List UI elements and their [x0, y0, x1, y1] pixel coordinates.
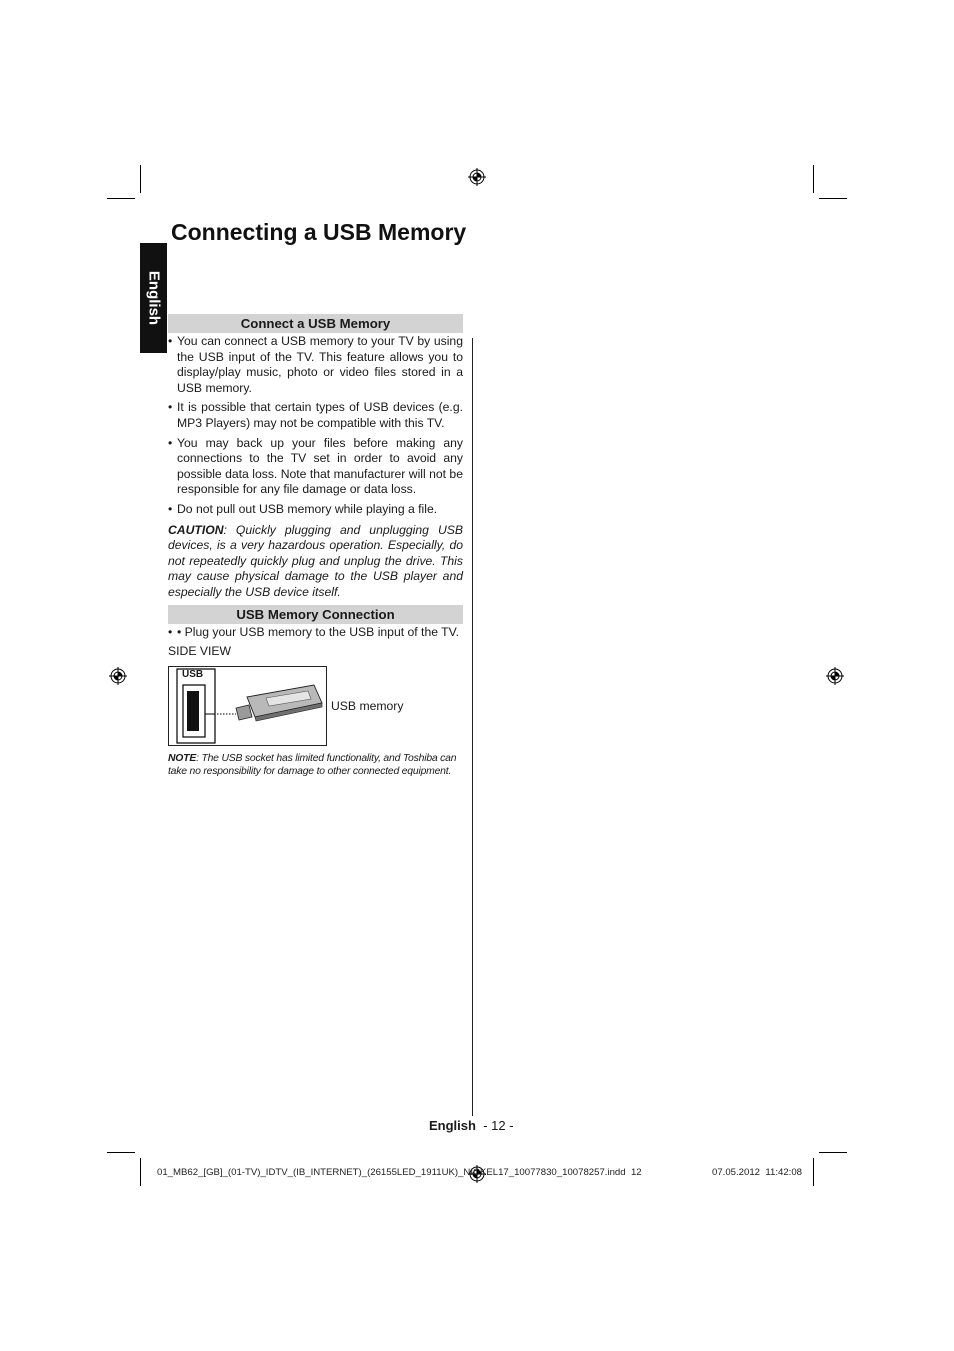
crop-mark-top-right-v [813, 165, 814, 193]
slug-date: 07.05.2012 [712, 1167, 761, 1178]
content-column [168, 314, 463, 778]
crop-mark-bottom-left-h [107, 1152, 135, 1153]
note-paragraph [168, 752, 463, 778]
slug-time: 11:42:08 [765, 1167, 802, 1178]
print-slug-datetime [712, 1167, 802, 1178]
usb-connection-bullet-list [168, 625, 463, 641]
caution-text: : Quickly plugging and unplugging USB devices, is a very hazardous operation. Especially, do not repeatedly quickly plug and unplug the drive. This may cause physical damage to the USB player and especially the USB device itself. [168, 522, 463, 599]
registration-crosshair-icon [109, 667, 127, 685]
crop-mark-bottom-left-v [140, 1158, 141, 1186]
note-label: NOTE [168, 752, 197, 764]
column-divider [472, 338, 473, 1116]
connect-usb-bullet-list [168, 334, 463, 518]
crop-mark-top-left-h [107, 198, 135, 199]
list-item: • • Plug your USB memory to the USB input of the TV. [168, 625, 463, 641]
caution-paragraph [168, 523, 463, 601]
section-heading-connect-usb: Connect a USB Memory [168, 314, 463, 333]
slug-page: 12 [630, 1167, 642, 1178]
language-tab-label: English [145, 270, 162, 326]
crop-mark-top-left-v [140, 165, 141, 193]
crop-mark-top-right-h [819, 198, 847, 199]
list-item: • You can connect a USB memory to your TV by using the USB input of the TV. This feature allows you to display/play music, photo or video files stored in a USB memory. [168, 334, 463, 396]
crop-mark-bottom-right-h [819, 1152, 847, 1153]
print-slug-filename [157, 1167, 642, 1178]
page-footer [429, 1118, 514, 1133]
usb-memory-label: USB memory [331, 698, 404, 713]
footer-language: English [429, 1118, 476, 1133]
side-view-label: SIDE VIEW [168, 644, 231, 659]
page-title: Connecting a USB Memory [171, 219, 467, 245]
section-heading-usb-memory-connection: USB Memory Connection [168, 605, 463, 624]
usb-port-label: USB [182, 668, 204, 680]
list-item: • You may back up your files before making any connections to the TV set in order to avoid any possible data loss. Note that manufacturer will not be responsible for any file damage or data loss. [168, 436, 463, 498]
crop-mark-bottom-right-v [813, 1158, 814, 1186]
page-number: - 12 - [483, 1118, 514, 1133]
usb-connection-figure [168, 666, 404, 746]
slug-filename: 01_MB62_[GB]_(01-TV)_IDTV_(IB_INTERNET)_(26155LED_1911UK)_NICKEL17_10077830_10078257.indd [157, 1167, 626, 1178]
list-item: • Do not pull out USB memory while playing a file. [168, 502, 463, 518]
note-text: : The USB socket has limited functionality, and Toshiba can take no responsibility for damage to other connected equipment. [168, 752, 457, 777]
registration-crosshair-icon [826, 667, 844, 685]
caution-label: CAUTION [168, 522, 224, 537]
usb-stick-icon [214, 681, 326, 727]
list-item: • It is possible that certain types of USB devices (e.g. MP3 Players) may not be compatible with this TV. [168, 400, 463, 431]
language-tab [140, 243, 167, 353]
registration-crosshair-icon [468, 168, 486, 186]
